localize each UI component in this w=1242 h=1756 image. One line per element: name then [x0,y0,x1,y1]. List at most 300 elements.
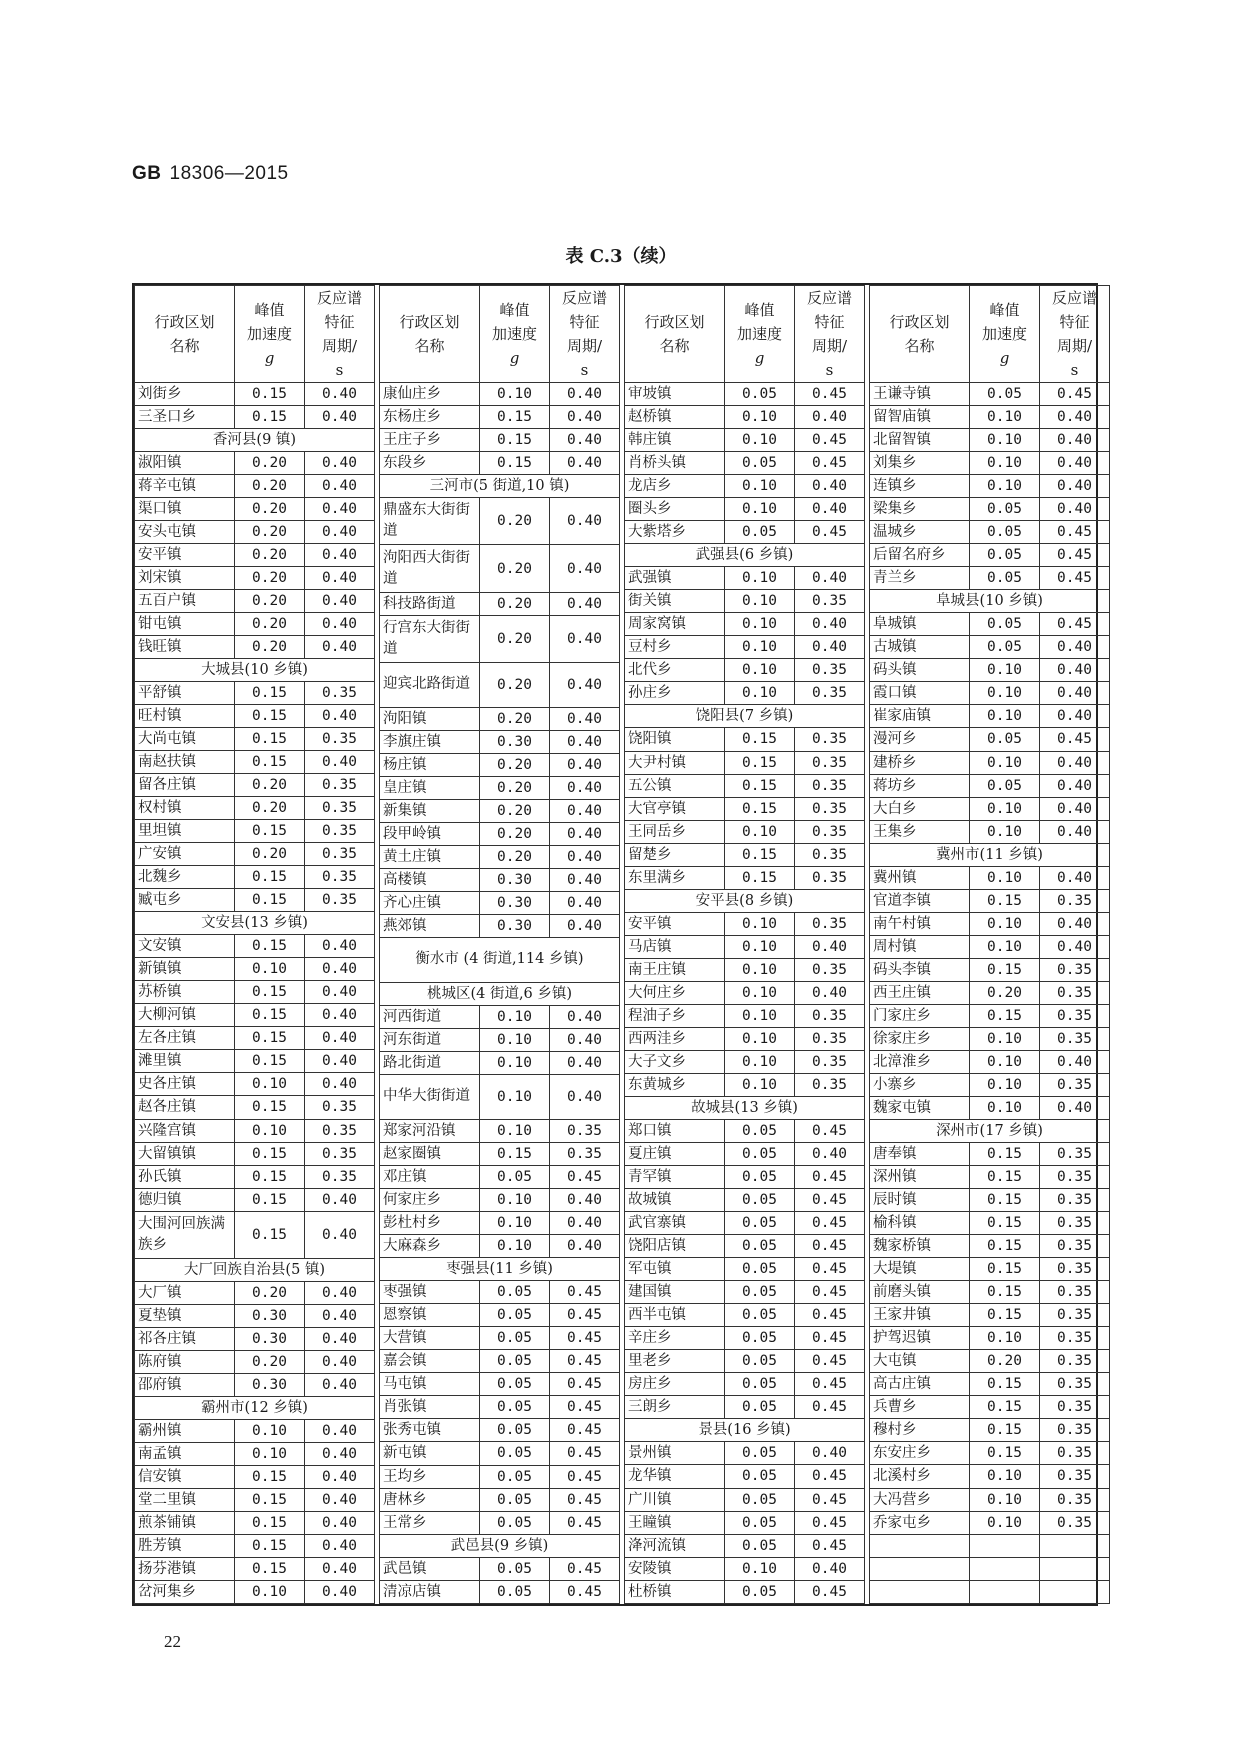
division-name: 史各庄镇 [135,1073,235,1096]
characteristic-period-value: 0.45 [1040,383,1110,406]
division-name: 三朗乡 [625,1396,725,1419]
table-row [380,1235,620,1258]
division-name: 齐心庄镇 [380,891,480,914]
division-name: 康仙庄乡 [380,383,480,406]
division-name: 审坡镇 [625,383,725,406]
peak-acceleration-value: 0.20 [235,1281,305,1304]
division-name: 科技路街道 [380,592,480,615]
table-row [870,544,1110,567]
peak-acceleration-value: 0.05 [970,567,1040,590]
characteristic-period-value: 0.40 [1040,452,1110,475]
table-row [625,590,865,613]
peak-acceleration-value: 0.15 [725,751,795,774]
peak-acceleration-value: 0.15 [970,1442,1040,1465]
peak-acceleration-value: 0.10 [480,1235,550,1258]
division-name: 青罕镇 [625,1166,725,1189]
division-name: 淑阳镇 [135,452,235,475]
seismic-parameter-table [132,283,1098,1606]
characteristic-period-value: 0.40 [795,406,865,429]
table-row [135,590,375,613]
characteristic-period-value: 0.40 [550,615,620,662]
table-row [870,705,1110,728]
group-heading: 桃城区(4 街道,6 乡镇) [380,982,620,1005]
characteristic-period-value: 0.45 [795,1235,865,1258]
group-heading: 冀州市(11 乡镇) [870,843,1110,866]
peak-acceleration-value: 0.15 [235,1165,305,1188]
table-row [870,452,1110,475]
division-name: 乔家屯乡 [870,1511,970,1534]
characteristic-period-value: 0.35 [1040,1027,1110,1050]
peak-acceleration-value: 0.15 [480,406,550,429]
table-row [625,475,865,498]
division-name: 周家窝镇 [625,613,725,636]
table-row [380,1373,620,1396]
table-row [135,1096,375,1119]
division-name: 新屯镇 [380,1442,480,1465]
division-name: 大留镇镇 [135,1142,235,1165]
division-name: 蒋坊乡 [870,774,970,797]
table-row [380,1211,620,1234]
peak-acceleration-value: 0.10 [970,705,1040,728]
table-row [625,498,865,521]
division-name: 渠口镇 [135,498,235,521]
characteristic-period-value: 0.35 [1040,1143,1110,1166]
header-division-name: 行政区划 名称 [870,286,970,383]
group-heading: 三河市(5 街道,10 镇) [380,475,620,498]
peak-acceleration-value: 0.15 [970,889,1040,912]
division-name: 霞口镇 [870,682,970,705]
division-name: 南赵扶镇 [135,751,235,774]
peak-acceleration-value: 0.10 [970,1327,1040,1350]
peak-acceleration-value: 0.15 [480,452,550,475]
table-row [625,636,865,659]
characteristic-period-value: 0.40 [550,730,620,753]
characteristic-period-value: 0.35 [795,590,865,613]
division-name: 郑口镇 [625,1120,725,1143]
peak-acceleration-value: 0.30 [480,891,550,914]
table-row [625,1488,865,1511]
characteristic-period-value: 0.40 [1040,866,1110,889]
peak-acceleration-value: 0.15 [970,1143,1040,1166]
characteristic-period-value: 0.35 [1040,1004,1110,1027]
division-name: 护驾迟镇 [870,1327,970,1350]
peak-acceleration-value: 0.20 [235,843,305,866]
table-row [380,1396,620,1419]
division-name: 安平镇 [135,544,235,567]
division-name: 武邑镇 [380,1557,480,1580]
table-row [870,1373,1110,1396]
division-name: 五百户镇 [135,590,235,613]
table-row [135,1004,375,1027]
table-row [135,567,375,590]
table-row [870,1327,1110,1350]
characteristic-period-value: 0.35 [1040,1189,1110,1212]
group-row [870,843,1110,866]
characteristic-period-value: 0.40 [305,1188,375,1211]
characteristic-period-value: 0.45 [550,1165,620,1188]
table-row [870,1419,1110,1442]
peak-acceleration-value: 0.20 [235,452,305,475]
division-name: 赵家圈镇 [380,1142,480,1165]
peak-acceleration-value: 0.05 [480,1304,550,1327]
peak-acceleration-value: 0.05 [725,1143,795,1166]
peak-acceleration-value: 0.05 [480,1373,550,1396]
division-name: 大堤镇 [870,1258,970,1281]
table-row [870,659,1110,682]
peak-acceleration-value: 0.10 [970,659,1040,682]
division-name: 王常乡 [380,1511,480,1534]
characteristic-period-value: 0.35 [1040,1327,1110,1350]
peak-acceleration-value: 0.05 [725,1488,795,1511]
empty-cell [970,1580,1040,1603]
table-row [625,774,865,797]
table-row [870,1442,1110,1465]
table-row [135,498,375,521]
division-name: 中华大街街道 [380,1075,480,1120]
table-row [870,498,1110,521]
characteristic-period-value: 0.40 [550,1005,620,1028]
characteristic-period-value: 0.35 [305,820,375,843]
table-row [625,1258,865,1281]
division-name: 鼎盛东大街街道 [380,498,480,545]
table-row [870,682,1110,705]
division-name: 留楚乡 [625,843,725,866]
division-name: 路北街道 [380,1051,480,1074]
table-row [625,1373,865,1396]
group-row [870,1120,1110,1143]
group-row [135,1396,375,1419]
table-row [870,1166,1110,1189]
characteristic-period-value: 0.40 [305,1465,375,1488]
table-row [380,1465,620,1488]
peak-acceleration-value: 0.05 [725,1189,795,1212]
table-row [870,1396,1110,1419]
peak-acceleration-value: 0.20 [235,613,305,636]
characteristic-period-value: 0.35 [795,774,865,797]
division-name: 兵曹乡 [870,1396,970,1419]
peak-acceleration-value: 0.10 [970,912,1040,935]
peak-acceleration-value: 0.05 [480,1396,550,1419]
table-row [625,1281,865,1304]
group-heading: 霸州市(12 乡镇) [135,1396,375,1419]
peak-acceleration-value: 0.15 [725,774,795,797]
characteristic-period-value: 0.35 [305,797,375,820]
characteristic-period-value: 0.40 [550,592,620,615]
characteristic-period-value: 0.35 [1040,1166,1110,1189]
peak-acceleration-value: 0.10 [970,751,1040,774]
table-row [380,592,620,615]
table-row [135,958,375,981]
table-row [380,707,620,730]
table-row [625,1511,865,1534]
characteristic-period-value: 0.35 [550,1119,620,1142]
division-name: 钳屯镇 [135,613,235,636]
division-name: 三圣口乡 [135,406,235,429]
group-row [380,982,620,1005]
characteristic-period-value: 0.45 [795,1465,865,1488]
characteristic-period-value: 0.40 [305,521,375,544]
peak-acceleration-value: 0.10 [725,475,795,498]
table-row [625,682,865,705]
peak-acceleration-value: 0.15 [235,1488,305,1511]
division-name: 东杨庄乡 [380,406,480,429]
peak-acceleration-value: 0.05 [480,1165,550,1188]
division-name: 高楼镇 [380,868,480,891]
table-row [135,1373,375,1396]
division-name: 马屯镇 [380,1373,480,1396]
table-row [870,866,1110,889]
table-row [625,912,865,935]
table-row [625,1212,865,1235]
page-number: 22 [164,1632,181,1651]
peak-acceleration-value: 0.30 [235,1327,305,1350]
header-response-period: 反应谱 特征 周期/ s [1040,286,1110,383]
division-name: 龙店乡 [625,475,725,498]
division-name: 崔家庙镇 [870,705,970,728]
characteristic-period-value: 0.35 [795,659,865,682]
table-row [380,1281,620,1304]
group-heading: 大城县(10 乡镇) [135,659,375,682]
characteristic-period-value: 0.40 [305,958,375,981]
peak-acceleration-value: 0.10 [970,1027,1040,1050]
peak-acceleration-value: 0.10 [725,912,795,935]
division-name: 大子文乡 [625,1050,725,1073]
division-name: 圈头乡 [625,498,725,521]
characteristic-period-value: 0.45 [795,521,865,544]
division-name: 大麻森乡 [380,1235,480,1258]
table-row [625,659,865,682]
characteristic-period-value: 0.45 [550,1511,620,1534]
table-row [135,1073,375,1096]
division-name: 饶阳镇 [625,728,725,751]
table-row [380,822,620,845]
characteristic-period-value: 0.45 [795,429,865,452]
peak-acceleration-value: 0.05 [480,1580,550,1603]
characteristic-period-value: 0.40 [795,981,865,1004]
group-heading: 武邑县(9 乡镇) [380,1534,620,1557]
table-row [135,1534,375,1557]
division-name: 梁集乡 [870,498,970,521]
characteristic-period-value: 0.40 [305,981,375,1004]
division-name: 刘集乡 [870,452,970,475]
division-name: 行宫东大街街道 [380,615,480,662]
table-row [380,1557,620,1580]
table-row [870,1096,1110,1119]
table-row [380,1005,620,1028]
peak-acceleration-value: 0.05 [480,1327,550,1350]
table-row [135,728,375,751]
characteristic-period-value: 0.40 [795,475,865,498]
group-row [625,889,865,912]
characteristic-period-value: 0.40 [305,1580,375,1603]
peak-acceleration-value: 0.15 [970,1189,1040,1212]
characteristic-period-value: 0.35 [795,1050,865,1073]
division-name: 王同岳乡 [625,820,725,843]
division-name: 西王庄镇 [870,981,970,1004]
peak-acceleration-value: 0.10 [725,981,795,1004]
header-peak-acceleration: 峰值 加速度 g [480,286,550,383]
characteristic-period-value: 0.35 [795,797,865,820]
peak-acceleration-value: 0.15 [235,1004,305,1027]
characteristic-period-value: 0.35 [795,1004,865,1027]
table-row [625,751,865,774]
table-row [870,751,1110,774]
characteristic-period-value: 0.35 [1040,1281,1110,1304]
characteristic-period-value: 0.40 [1040,820,1110,843]
peak-acceleration-value: 0.10 [725,498,795,521]
characteristic-period-value: 0.35 [305,682,375,705]
group-row [135,1258,375,1281]
division-name: 西两洼乡 [625,1027,725,1050]
division-name: 苏桥镇 [135,981,235,1004]
division-name: 北漳淮乡 [870,1050,970,1073]
peak-acceleration-value: 0.10 [725,636,795,659]
characteristic-period-value: 0.35 [1040,981,1110,1004]
peak-acceleration-value: 0.15 [235,889,305,912]
division-name: 皇庄镇 [380,776,480,799]
peak-acceleration-value: 0.20 [235,797,305,820]
characteristic-period-value: 0.40 [305,1027,375,1050]
division-name: 王庄子乡 [380,429,480,452]
table-row [135,1442,375,1465]
peak-acceleration-value: 0.20 [480,822,550,845]
characteristic-period-value: 0.40 [1040,498,1110,521]
peak-acceleration-value: 0.15 [235,1188,305,1211]
characteristic-period-value: 0.40 [550,799,620,822]
characteristic-period-value: 0.40 [1040,682,1110,705]
division-name: 杨庄镇 [380,753,480,776]
peak-acceleration-value: 0.10 [235,958,305,981]
division-name: 龙华镇 [625,1465,725,1488]
division-name: 胜芳镇 [135,1534,235,1557]
division-name: 夏庄镇 [625,1143,725,1166]
table-row [135,613,375,636]
table-row [625,1580,865,1603]
table-row [135,1119,375,1142]
peak-acceleration-value: 0.15 [235,1211,305,1258]
characteristic-period-value: 0.45 [550,1465,620,1488]
division-name: 王瞳镇 [625,1511,725,1534]
empty-cell [1040,1580,1110,1603]
group-heading: 深州市(17 乡镇) [870,1120,1110,1143]
table-row [380,498,620,545]
table-row [870,958,1110,981]
characteristic-period-value: 0.45 [795,1580,865,1603]
table-row [870,406,1110,429]
characteristic-period-value: 0.40 [305,475,375,498]
table-row [135,981,375,1004]
division-name: 陈府镇 [135,1350,235,1373]
table-row [870,820,1110,843]
characteristic-period-value: 0.45 [795,1327,865,1350]
characteristic-period-value: 0.40 [305,1327,375,1350]
table-row [135,705,375,728]
characteristic-period-value: 0.40 [305,544,375,567]
peak-acceleration-value: 0.15 [235,1050,305,1073]
division-name: 温城乡 [870,521,970,544]
table-row [870,1488,1110,1511]
characteristic-period-value: 0.45 [550,1580,620,1603]
characteristic-period-value: 0.35 [305,1142,375,1165]
division-name: 大营镇 [380,1327,480,1350]
group-row [625,544,865,567]
peak-acceleration-value: 0.15 [970,1373,1040,1396]
peak-acceleration-value: 0.15 [235,383,305,406]
table-block-1 [134,285,375,1604]
division-name: 建桥乡 [870,751,970,774]
characteristic-period-value: 0.35 [1040,1235,1110,1258]
peak-acceleration-value: 0.10 [970,429,1040,452]
peak-acceleration-value: 0.10 [235,1442,305,1465]
peak-acceleration-value: 0.05 [725,1120,795,1143]
division-name: 黄土庄镇 [380,845,480,868]
table-row [135,1580,375,1603]
peak-acceleration-value: 0.05 [480,1350,550,1373]
group-row [625,1096,865,1119]
peak-acceleration-value: 0.15 [970,958,1040,981]
division-name: 王均乡 [380,1465,480,1488]
peak-acceleration-value: 0.10 [235,1073,305,1096]
characteristic-period-value: 0.40 [550,1235,620,1258]
header-response-period: 反应谱 特征 周期/ s [550,286,620,383]
table-row [625,383,865,406]
peak-acceleration-value: 0.10 [480,1211,550,1234]
peak-acceleration-value: 0.15 [235,981,305,1004]
table-row [380,1580,620,1603]
table-row [625,613,865,636]
table-block-4 [869,285,1110,1604]
table-row [135,866,375,889]
peak-acceleration-value: 0.20 [235,774,305,797]
peak-acceleration-value: 0.10 [970,1465,1040,1488]
characteristic-period-value: 0.45 [795,1166,865,1189]
peak-acceleration-value: 0.10 [970,1096,1040,1119]
characteristic-period-value: 0.40 [305,705,375,728]
table-row [625,797,865,820]
peak-acceleration-value: 0.10 [480,1028,550,1051]
division-name: 后留名府乡 [870,544,970,567]
characteristic-period-value: 0.45 [550,1373,620,1396]
division-name: 文安镇 [135,935,235,958]
division-name: 平舒镇 [135,682,235,705]
division-name: 左各庄镇 [135,1027,235,1050]
characteristic-period-value: 0.40 [1040,774,1110,797]
division-name: 辰时镇 [870,1189,970,1212]
characteristic-period-value: 0.45 [550,1304,620,1327]
peak-acceleration-value: 0.15 [235,935,305,958]
characteristic-period-value: 0.35 [1040,1073,1110,1096]
peak-acceleration-value: 0.10 [725,1073,795,1096]
division-name: 大紫塔乡 [625,521,725,544]
division-name: 燕郊镇 [380,915,480,938]
table-row [870,1235,1110,1258]
division-name: 南午村镇 [870,912,970,935]
table-row [135,751,375,774]
table-row [870,1212,1110,1235]
table-row [380,1511,620,1534]
characteristic-period-value: 0.35 [305,889,375,912]
division-name: 大官亭镇 [625,797,725,820]
division-name: 王谦寺镇 [870,383,970,406]
peak-acceleration-value: 0.05 [725,1534,795,1557]
division-name: 扬芬港镇 [135,1557,235,1580]
characteristic-period-value: 0.40 [550,1051,620,1074]
characteristic-period-value: 0.40 [550,1075,620,1120]
table-row [135,1350,375,1373]
division-name: 夏垫镇 [135,1304,235,1327]
group-row [870,590,1110,613]
table-row [380,429,620,452]
